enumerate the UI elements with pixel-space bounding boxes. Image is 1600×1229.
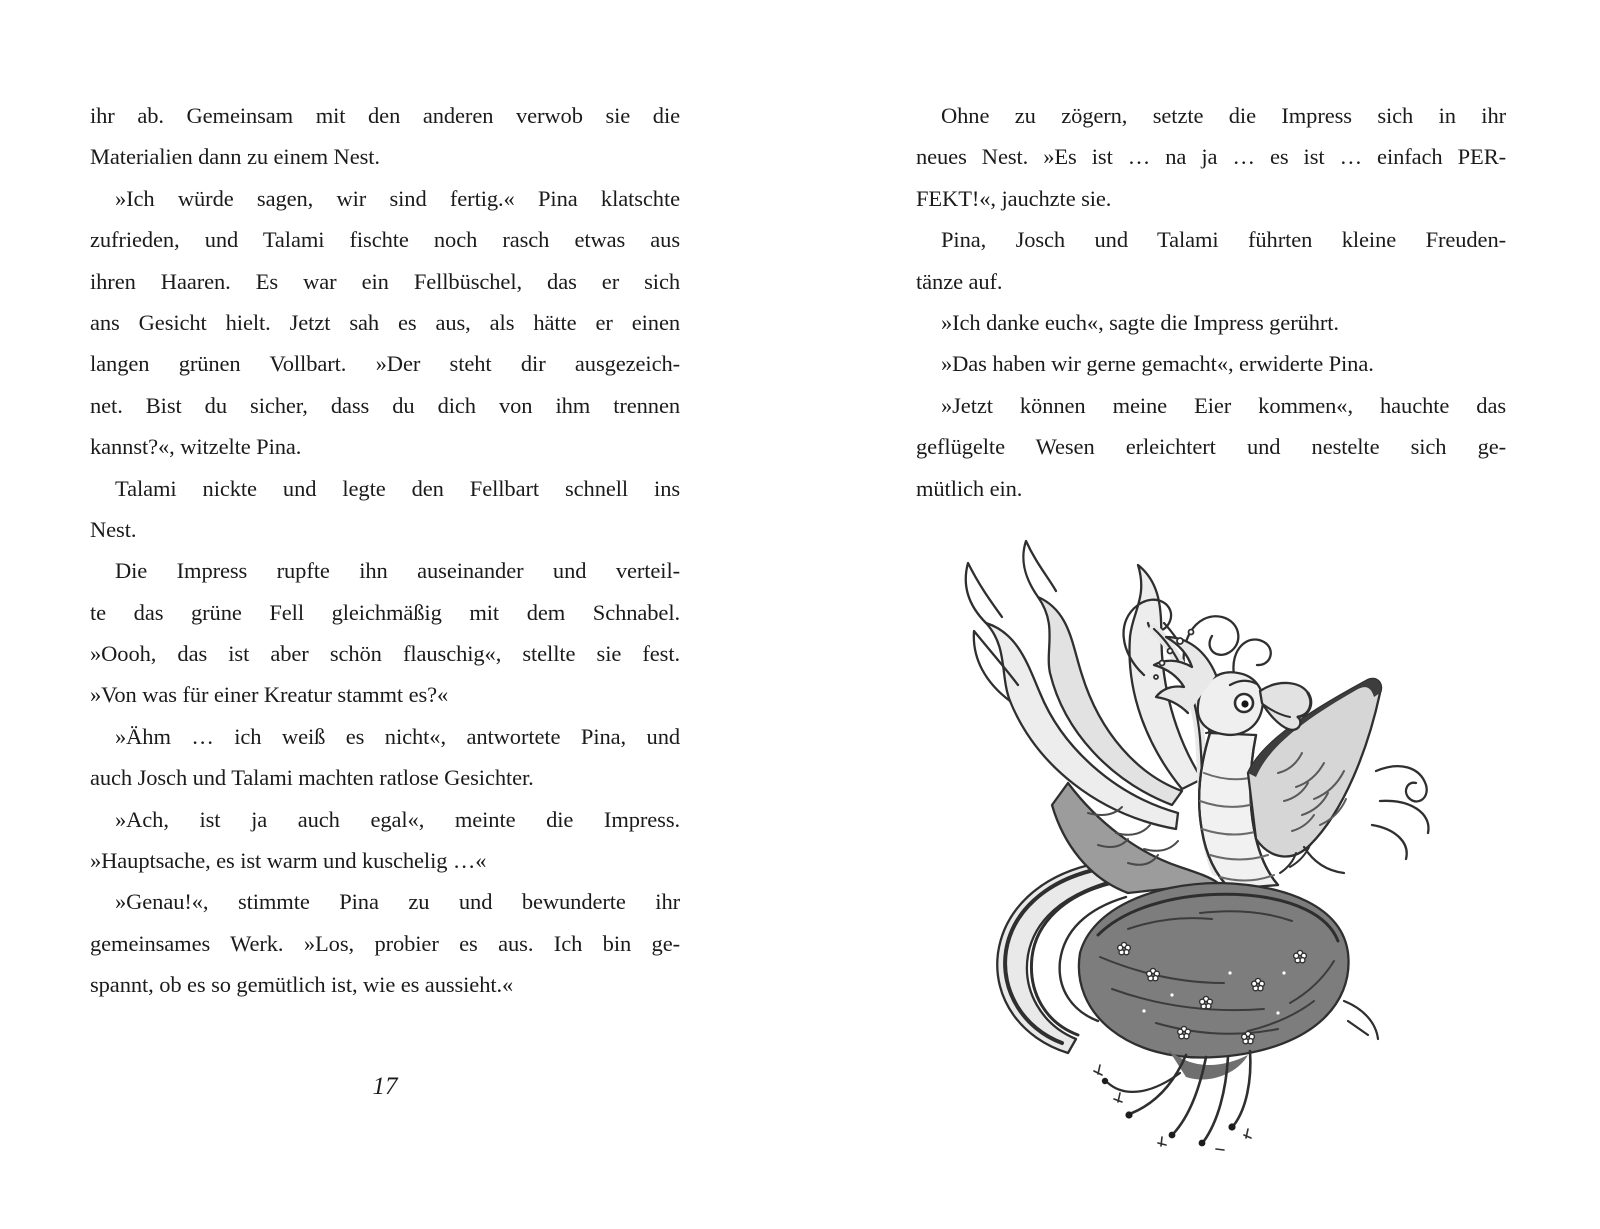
impress-bird-in-nest-illustration — [948, 533, 1468, 1153]
page-number: 17 — [372, 1073, 398, 1100]
text-line: FEKT!«, jauchzte sie. — [916, 185, 1112, 211]
text-line: ihr ab. Gemeinsam mit den anderen verwob sie die — [90, 103, 680, 128]
text-line: net. Bist du sicher, dass du dich von ihm trennen — [90, 392, 680, 418]
text-line: mütlich ein. — [916, 475, 1023, 501]
text-line: ihren Haaren. Es war ein Fellbüschel, das er sich — [90, 268, 680, 294]
text-line: auch Josch und Talami machten ratlose Gesichter. — [90, 765, 534, 791]
text-line: Nest. — [90, 516, 137, 542]
text-line: te das grüne Fell gleichmäßig mit dem Schnabel. — [90, 599, 680, 625]
text-line: spannt, ob es so gemütlich ist, wie es aussieht.« — [90, 972, 514, 998]
left-page-text — [90, 95, 680, 1006]
text-line: »Ich würde sagen, wir sind fertig.« Pina klatschte — [115, 185, 680, 211]
text-line: »Von was für einer Kreatur stammt es?« — [90, 682, 449, 708]
text-line: »Genau!«, stimmte Pina zu und bewunderte ihr — [115, 889, 680, 915]
text-line: geflügelte Wesen erleichtert und nestelte sich ge- — [916, 434, 1506, 460]
text-line: »Ich danke euch«, sagte die Impress gerührt. — [941, 309, 1339, 335]
text-line: neues Nest. »Es ist … na ja … es ist … einfach PER- — [916, 144, 1506, 170]
text-line: Ohne zu zögern, setzte die Impress sich in ihr — [941, 103, 1506, 128]
text-line: »Ähm … ich weiß es nicht«, antwortete Pina, und — [115, 723, 680, 749]
text-line: tänze auf. — [916, 268, 1003, 294]
text-line: »Oooh, das ist aber schön flauschig«, stellte sie fest. — [90, 641, 680, 667]
text-line: »Jetzt können meine Eier kommen«, hauchte das — [941, 392, 1506, 418]
text-line: kannst?«, witzelte Pina. — [90, 434, 302, 460]
text-line: Talami nickte und legte den Fellbart schnell ins — [115, 475, 680, 501]
text-line: Pina, Josch und Talami führten kleine Freuden- — [941, 227, 1506, 253]
text-line: gemeinsames Werk. »Los, probier es aus. Ich bin ge- — [90, 930, 680, 956]
right-page-text — [916, 95, 1506, 509]
text-line: langen grünen Vollbart. »Der steht dir ausgezeich- — [90, 351, 680, 377]
text-line: »Ach, ist ja auch egal«, meinte die Impress. — [115, 806, 680, 832]
text-line: »Das haben wir gerne gemacht«, erwiderte Pina. — [941, 351, 1374, 377]
text-line: Die Impress rupfte ihn auseinander und verteil- — [115, 558, 680, 584]
text-line: Materialien dann zu einem Nest. — [90, 144, 380, 170]
text-line: zufrieden, und Talami fischte noch rasch etwas aus — [90, 227, 680, 253]
text-line: »Hauptsache, es ist warm und kuschelig …« — [90, 848, 487, 874]
text-line: ans Gesicht hielt. Jetzt sah es aus, als hätte er einen — [90, 309, 680, 335]
